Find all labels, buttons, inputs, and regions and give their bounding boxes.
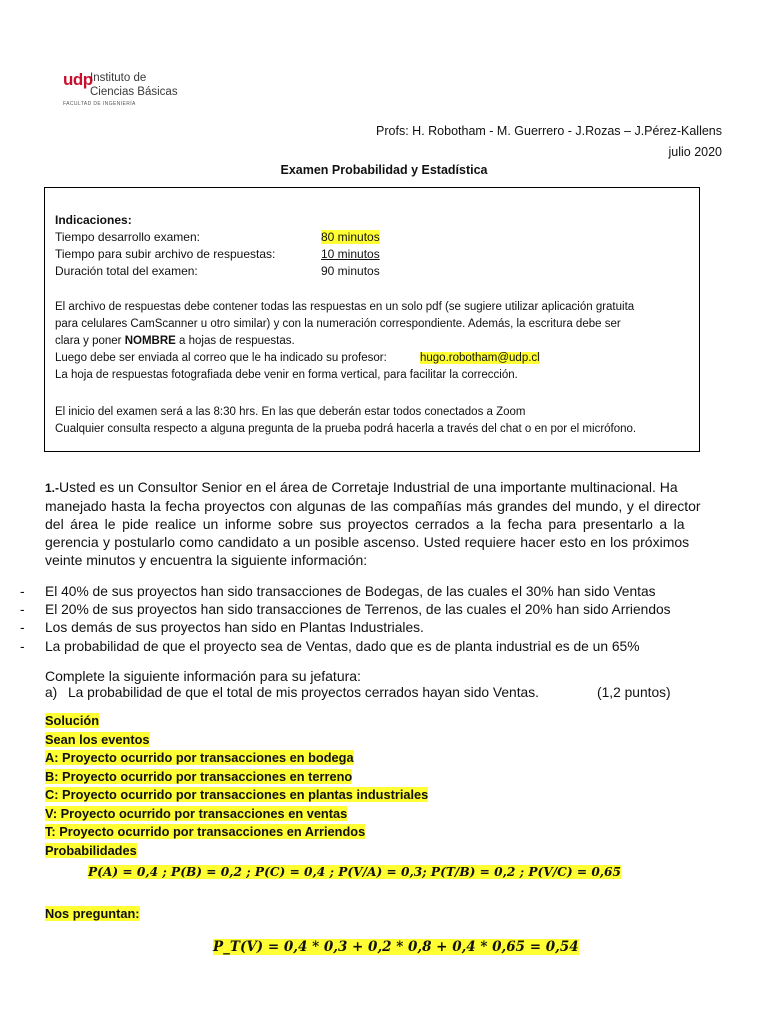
row-label-dev-time: Tiempo desarrollo examen: bbox=[55, 230, 200, 244]
probabilities-formula: P(A) = 0,4 ; P(B) = 0,2 ; P(C) = 0,4 ; P(V/A) = 0,3; P(T/B) = 0,2 ; P(V/C) = 0,65 bbox=[88, 865, 622, 879]
question-number: 1.- bbox=[45, 481, 60, 495]
part-a-label: a) bbox=[45, 685, 58, 700]
line-3-part-a: clara y poner bbox=[55, 335, 125, 347]
info-bullet bbox=[20, 601, 671, 619]
instructions-paragraph-line-4: Luego debe ser enviada al correo que le ha indicado su profesor: bbox=[55, 352, 387, 364]
part-a-points: (1,2 puntos) bbox=[597, 685, 671, 700]
info-bullet bbox=[20, 583, 656, 601]
professor-email: hugo.robotham@udp.cl bbox=[420, 352, 540, 364]
bullet-dash: - bbox=[20, 584, 25, 599]
result-formula: P_T(V) = 0,4 * 0,3 + 0,2 * 0,8 + 0,4 * 0,65 = 0,54 bbox=[213, 939, 579, 955]
bullet-text: El 20% de sus proyectos han sido transacciones de Terrenos, de las cuales el 20% han sido Arriendos bbox=[45, 602, 671, 617]
instructions-paragraph-line-1: El archivo de respuestas debe contener todas las respuestas en un solo pdf (se sugiere utilizar aplicación gratuita bbox=[55, 301, 635, 313]
row-value-dev-time: 80 minutos bbox=[321, 230, 380, 244]
question-1-line-3: del área le pide realice un informe sobre sus proyectos cerrados a la fecha para presentarlo a la bbox=[45, 516, 685, 532]
bullet-dash: - bbox=[20, 639, 25, 654]
part-a-text: La probabilidad de que el total de mis proyectos cerrados hayan sido Ventas. bbox=[68, 685, 539, 700]
exam-title: Examen Probabilidad y Estadística bbox=[280, 163, 488, 177]
instructions-paragraph-line-2: para celulares CamScanner u otro similar) y con la numeración correspondiente. Además, la escritura debe ser bbox=[55, 318, 621, 330]
question-1-line-4: gerencia y postularlo como candidato a un posible ascenso. Usted requiere hacer esto en los próximos bbox=[45, 534, 690, 550]
logo-subtitle: FACULTAD DE INGENIERÍA bbox=[63, 101, 136, 107]
questions-notice: Cualquier consulta respecto a alguna pregunta de la prueba podrá hacerla a través del chat o en por el micrófono. bbox=[55, 423, 637, 435]
question-line-1-text: Usted es un Consultor Senior en el área de Corretaje Industrial de una importante multinacional. Ha bbox=[59, 479, 678, 495]
solution-block bbox=[45, 712, 428, 860]
instructions-heading: Indicaciones: bbox=[55, 213, 132, 227]
udp-logo-mark: udp bbox=[63, 70, 93, 89]
event-v: V: Proyecto ocurrido por transacciones en ventas bbox=[45, 805, 348, 821]
event-b: B: Proyecto ocurrido por transacciones en terreno bbox=[45, 768, 353, 784]
question-1-line-1 bbox=[45, 478, 725, 498]
instructions-paragraph-line-5: La hoja de respuestas fotografiada debe venir en forma vertical, para facilitar la corrección. bbox=[55, 369, 518, 381]
start-time-notice: El inicio del examen será a las 8:30 hrs. En las que deberán estar todos conectados a Zoom bbox=[55, 406, 526, 418]
info-bullet bbox=[20, 619, 424, 637]
events-heading: Sean los eventos bbox=[45, 731, 150, 747]
exam-date: julio 2020 bbox=[668, 145, 722, 159]
question-1-line-5: veinte minutos y encuentra la siguiente información: bbox=[45, 552, 368, 568]
institute-logo-text bbox=[90, 71, 178, 99]
probabilities-heading: Probabilidades bbox=[45, 842, 137, 858]
bullet-dash: - bbox=[20, 602, 25, 617]
event-a: A: Proyecto ocurrido por transacciones en bodega bbox=[45, 750, 354, 765]
bullet-text: La probabilidad de que el proyecto sea de Ventas, dado que es de planta industrial es de un 65% bbox=[45, 639, 640, 654]
complete-instruction: Complete la siguiente información para su jefatura: bbox=[45, 668, 361, 684]
event-t: T: Proyecto ocurrido por transacciones en Arriendos bbox=[45, 824, 366, 839]
professors-line: Profs: H. Robotham - M. Guerrero - J.Rozas – J.Pérez-Kallens bbox=[376, 124, 722, 138]
solution-heading: Solución bbox=[45, 713, 100, 728]
instructions-paragraph-line-3 bbox=[55, 333, 295, 350]
info-bullet bbox=[20, 638, 639, 656]
row-label-total-time: Duración total del examen: bbox=[55, 264, 198, 278]
logo-line-2: Ciencias Básicas bbox=[90, 86, 178, 98]
bullet-dash: - bbox=[20, 620, 25, 635]
bullet-text: Los demás de sus proyectos han sido en Plantas Industriales. bbox=[45, 620, 424, 635]
row-value-upload-time: 10 minutos bbox=[321, 247, 380, 261]
logo-line-1: Instituto de bbox=[90, 72, 147, 84]
row-value-total-time: 90 minutos bbox=[321, 264, 380, 278]
nombre-keyword: NOMBRE bbox=[124, 335, 176, 347]
event-c: C: Proyecto ocurrido por transacciones en plantas industriales bbox=[45, 787, 429, 802]
bullet-text: El 40% de sus proyectos han sido transacciones de Bodegas, de las cuales el 30% han sido Ventas bbox=[45, 584, 656, 599]
row-label-upload-time: Tiempo para subir archivo de respuestas: bbox=[55, 247, 276, 261]
nos-preguntan-heading: Nos preguntan: bbox=[45, 906, 140, 921]
question-1-line-2: manejado hasta la fecha proyectos con algunas de las compañías más grandes del mundo, y el director bbox=[45, 498, 701, 514]
line-3-part-c: a hojas de respuestas. bbox=[175, 335, 295, 347]
